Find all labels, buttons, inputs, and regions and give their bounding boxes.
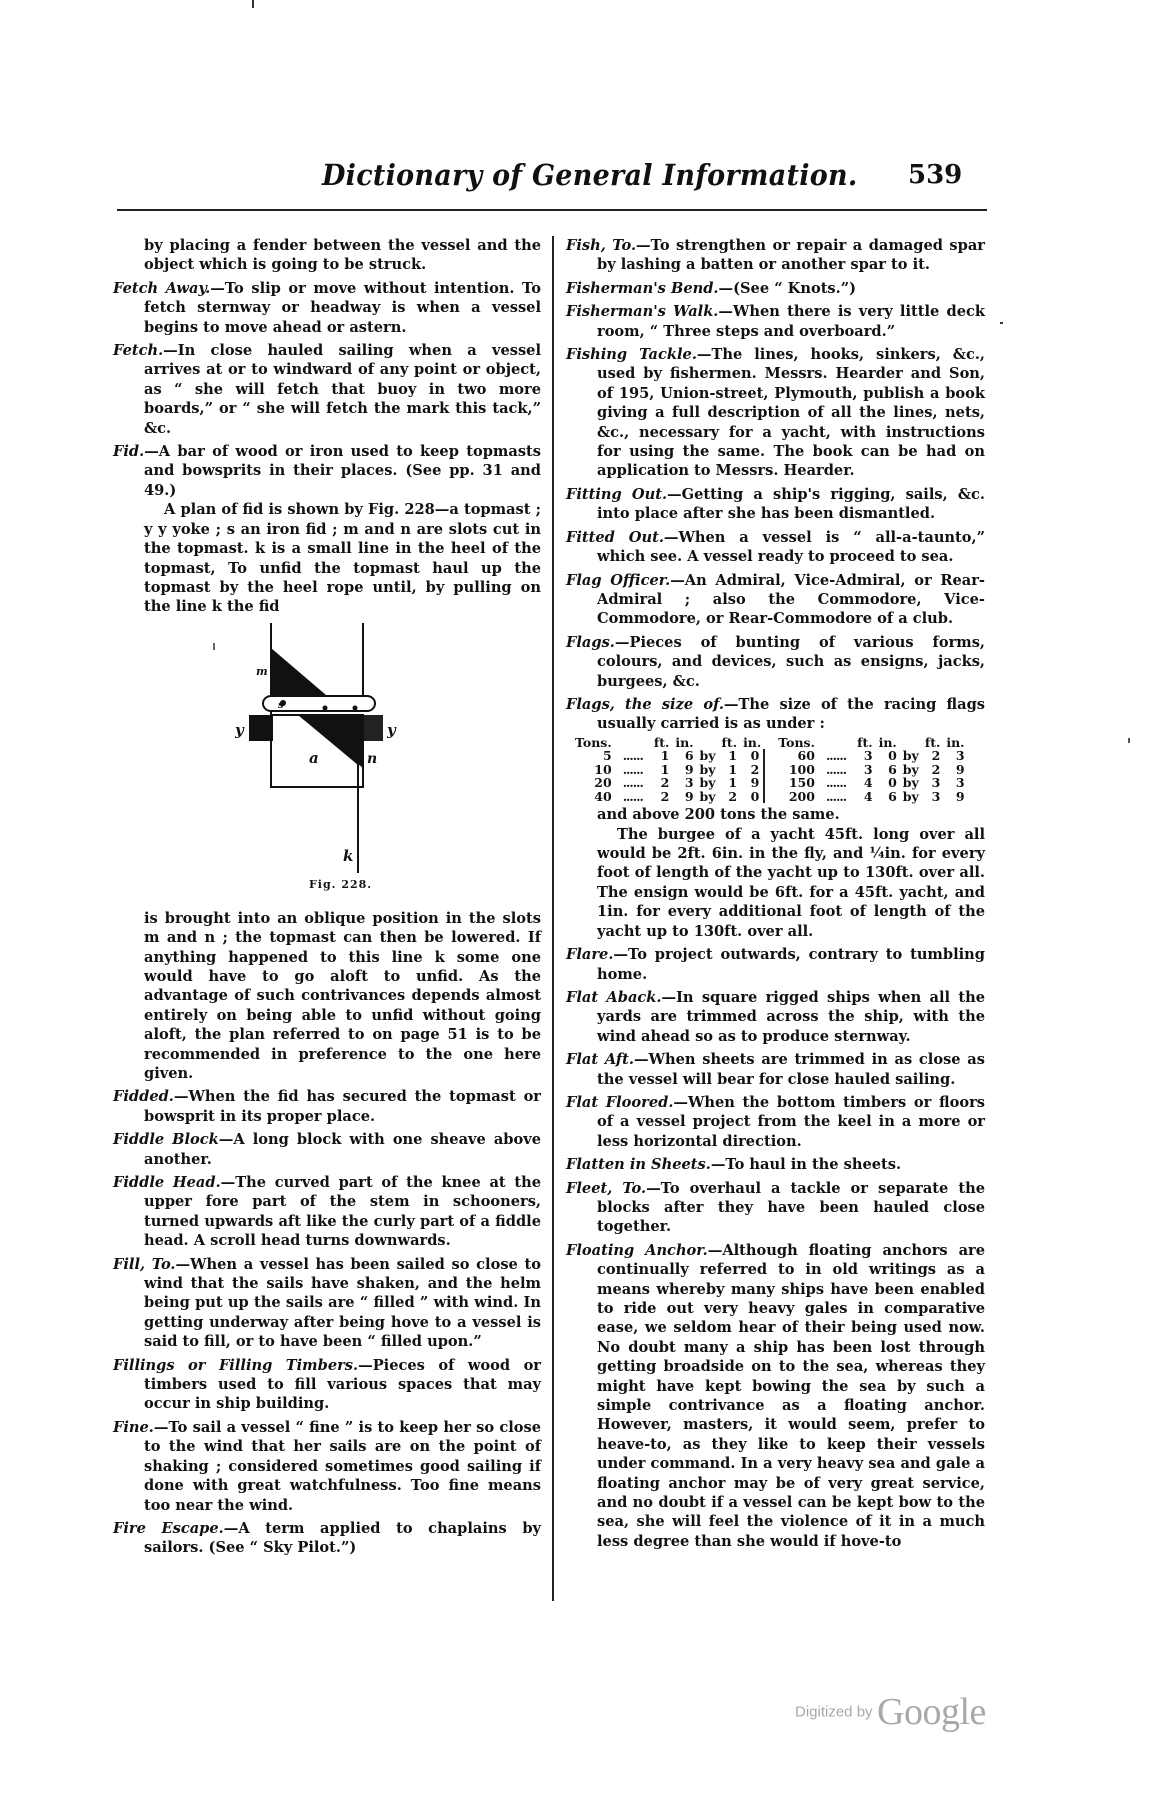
entry-fish-to (566, 236, 985, 275)
entry-definition: —To haul in the sheets. (710, 1156, 902, 1174)
entry-definition: —To strengthen or repair a damaged spar by lashing a batten or another spar to it. (597, 237, 985, 274)
entry-fleet-to (566, 1179, 985, 1237)
fig-label-a: a (309, 748, 319, 767)
entry-definition: —When sheets are trimmed in as close as the vessel will bear for close hauled sailing. (597, 1051, 985, 1088)
google-logo-text: Google (877, 1691, 986, 1733)
entry-term: Fleet, To. (566, 1179, 647, 1197)
fig-label-n: n (367, 750, 378, 767)
entry-fetch (113, 341, 541, 438)
header-rule (117, 209, 987, 211)
entry-term: Fishing Tackle. (566, 346, 697, 364)
table-row: 10 ...... 1 9 by 1 2 100 ...... 3 6 by 2 9 (594, 761, 965, 777)
entry-definition: —When the bottom timbers or floors of a vessel project from the keel in a more or less horizontal direction. (597, 1093, 985, 1150)
entry-flag-officer (566, 571, 985, 629)
fig-label-y-left: y (235, 720, 244, 739)
fig-label-y-right: y (387, 720, 396, 739)
entry-term: Flat Aback. (566, 988, 662, 1006)
entry-definition: —To overhaul a tackle or separate the blocks after they have been hauled close together. (597, 1179, 985, 1236)
column-divider (552, 236, 554, 1601)
entry-definition: —Pieces of bunting of various forms, colours, and devices, such as ensigns, jacks, burgees, &c. (597, 633, 985, 690)
entry-term: Fetch Away. (113, 279, 211, 297)
entry-fid-continuation: is brought into an oblique position in the slots m and n ; the topmast can then be lowered. If anything happened to this line k some one would have to go aloft to unfid. As the advantage of such contrivances depends almost entirely on being able to unfid without going aloft, the plan referred to on page 51 is to be recommended in preference to the one here given. (144, 909, 541, 1082)
table-row: 5 ...... 1 6 by 1 0 60 ...... 3 0 by 2 3 (602, 748, 965, 764)
entry-definition: —The curved part of the knee at the upper fore part of the stem in schooners, turned upwards aft like the curly part of a fiddle head. A scroll head turns downwards. (144, 1174, 541, 1250)
entry-flare (566, 945, 985, 984)
entry-continuation: by placing a fender between the vessel and the object which is going to be struck. (144, 237, 541, 274)
entry-fetch-away (113, 279, 541, 337)
entry-term: Fid. (113, 443, 145, 461)
left-column (113, 236, 541, 1562)
entry-term: Flags, the size of. (566, 695, 724, 713)
scan-speck (252, 0, 254, 8)
entry-term: Fish, To. (566, 237, 637, 254)
entry-fiddle-head (113, 1173, 541, 1251)
entry-term: Flat Aft. (566, 1051, 635, 1069)
entry-term: Floating Anchor. (566, 1241, 708, 1259)
entry-definition: —A bar of wood or iron used to keep topmasts and bowsprits in their places. (See pp. 31 and 49.) (144, 443, 541, 499)
entry-term: Fillings or Filling Timbers. (113, 1356, 359, 1374)
entry-definition: —In square rigged ships when all the yards are trimmed across the ship, with the wind ahead so as to produce sternway. (597, 988, 985, 1045)
entry-fidded (113, 1087, 541, 1126)
entry-flatten-in-sheets (566, 1155, 985, 1174)
entry-flags-size (566, 695, 985, 734)
entry-term: Flag Officer. (566, 571, 671, 589)
entry-term: Flatten in Sheets. (566, 1156, 711, 1174)
entry-definition: —A term applied to chaplains by sailors. (See “ Sky Pilot.”) (144, 1519, 541, 1557)
scan-speck (1000, 322, 1003, 324)
entry-fire-escape (113, 1519, 541, 1558)
entry-fillings (113, 1356, 541, 1414)
entry-term: Fine. (113, 1418, 154, 1436)
figure-228 (113, 623, 541, 901)
entry-definition: —(See “ Knots.”) (718, 279, 857, 297)
fig-label-m: m (256, 664, 268, 678)
entry-fitted-out (566, 528, 985, 567)
digitized-by-google-watermark (795, 1690, 986, 1734)
entry-burgee-paragraph: The burgee of a yacht 45ft. long over all would be 2ft. 6in. in the fly, and ¼in. for every foot of length of the yacht up to 130ft. over all. The ensign would be 6ft. for a 45ft. yacht, and 1in. for every additional foot of length of the yacht up to 130ft. over all. (597, 825, 985, 940)
entry-fitting-out (566, 485, 985, 524)
entry-definition: —Getting a ship's rigging, sails, &c. into place after she has been dismantled. (597, 485, 985, 523)
scan-speck (1128, 738, 1130, 743)
entry-fiddle-block (113, 1130, 541, 1169)
entry-term: Fitting Out. (566, 485, 668, 503)
entry-term: Flat Floored. (566, 1093, 674, 1111)
entry-definition: —The lines, hooks, sinkers, &c., used by fishermen. Messrs. Hearder and Son, of 195, Union-street, Plymouth, publish a book giving a full description of all the lines, nets, &c., necessary for a yacht, with instructions for using the same. The book can be had on application to Messrs. Hearder. (597, 346, 985, 480)
entry-term: Fitted Out. (566, 528, 664, 546)
entry-term: Fisherman's Walk. (566, 303, 719, 321)
entry-term: Fiddle Block (113, 1131, 219, 1149)
entry-definition: —When the fid has secured the topmast or bowsprit in its proper place. (144, 1088, 541, 1125)
entry-definition: —To project outwards, contrary to tumbling home. (597, 946, 985, 983)
entry-term: Flags. (566, 633, 615, 651)
entry-term: Fidded. (113, 1088, 174, 1106)
table-row: 20 ...... 2 3 by 1 9 150 ...... 4 0 by 3 3 (594, 775, 965, 791)
entry-definition: —Pieces of wood or timbers used to fill various spaces that may occur in ship building. (144, 1356, 541, 1413)
entry-fishermans-bend (566, 279, 985, 298)
entry-term: Fire Escape. (113, 1519, 224, 1537)
entry-term: Fetch. (113, 342, 164, 360)
entry-fishing-tackle (566, 345, 985, 481)
entry-floating-anchor (566, 1241, 985, 1552)
entry-fid (113, 442, 541, 500)
fig-label-s: s (278, 699, 284, 711)
entry-definition: —When a vessel has been sailed so close to wind that the sails have shaken, and the helm being put up the sails are “ filled ” with wind. In getting underway after being hove to a vessel is said to fill, or to have been “ filled upon.” (144, 1255, 541, 1351)
entry-term: Fiddle Head. (113, 1174, 221, 1191)
entry-flat-floored (566, 1093, 985, 1151)
entry-fishermans-walk (566, 302, 985, 341)
entry-definition: —To sail a vessel “ fine ” is to keep her so close to the wind that her sails are on the point of shaking ; considered sometimes good sailing if done with great watchfulness. Too fine means too near the wind. (144, 1418, 541, 1514)
page-number: 539 (908, 160, 963, 190)
fig-label-k: k (343, 846, 354, 865)
entry-definition: —Although floating anchors are continually referred to in old writings as a means whereby many ships have been enabled to ride out very heavy gales in comparative ease, we seldom hear of their being used now. No doubt many a ship has been lost through getting broadside on to the sea, whereas they might have kept bowing the sea by such a simple contrivance as a floating anchor. However, masters, it would seem, prefer to heave-to, as they like to keep their vessels under command. In a very heavy sea and gale a floating anchor may be of very great service, and no doubt if a vessel can be kept bow to the sea, she will feel the violence of it in a much less degree than she would if hove-to (597, 1241, 985, 1550)
entry-fine (113, 1418, 541, 1515)
entry-fill-to (113, 1255, 541, 1352)
entry-flat-aft (566, 1050, 985, 1089)
watermark-prefix: Digitized by (795, 1703, 873, 1721)
entry-term: Fill, To. (113, 1255, 176, 1273)
flag-size-table (572, 736, 968, 804)
entry-definition: —A long block with one sheave above another. (144, 1131, 541, 1168)
figure-caption: Fig. 228. (309, 877, 373, 891)
entry-flags-size-note: and above 200 tons the same. (597, 806, 840, 824)
entry-definition: —The size of the racing flags usually carried is as under : (597, 695, 985, 733)
entry-definition: —In close hauled sailing when a vessel arrives at or to windward of any point or object, as “ she will fetch that buoy in two more boards,” or “ she will fetch the mark this tack,” &c. (144, 342, 541, 437)
table-row: 40 ...... 2 9 by 2 0 200 ...... 4 6 by 3 9 (594, 788, 965, 804)
entry-definition: —When a vessel is “ all-a-taunto,” which see. A vessel ready to proceed to sea. (597, 528, 985, 566)
entry-term: Flare. (566, 946, 614, 964)
table-header-row: Tons. ft. in. ft. in. Tons. ft. in. ft. in. (575, 734, 965, 750)
entry-term: Fisherman's Bend. (566, 279, 719, 297)
entry-definition: —To slip or move without intention. To fetch sternway or headway is when a vessel begins to move ahead or astern. (144, 279, 541, 336)
entry-flat-aback (566, 988, 985, 1046)
entry-definition: —When there is very little deck room, “ Three steps and overboard.” (597, 303, 985, 340)
running-header-title: Dictionary of General Information. (322, 158, 858, 192)
entry-fid-paragraph: A plan of fid is shown by Fig. 228—a topmast ; y y yoke ; s an iron fid ; m and n are slots cut in the topmast. k is a small line in the heel of the topmast, To unfid the topmast haul up the topmast by the heel rope until, by pulling on the line k the fid (144, 501, 541, 616)
entry-flags (566, 633, 985, 691)
entry-definition: —An Admiral, Vice-Admiral, or Rear-Admiral ; also the Commodore, Vice-Commodore, or Rear-Commodore of a club. (597, 571, 985, 628)
right-column (566, 236, 985, 1555)
fid-diagram (193, 623, 453, 873)
